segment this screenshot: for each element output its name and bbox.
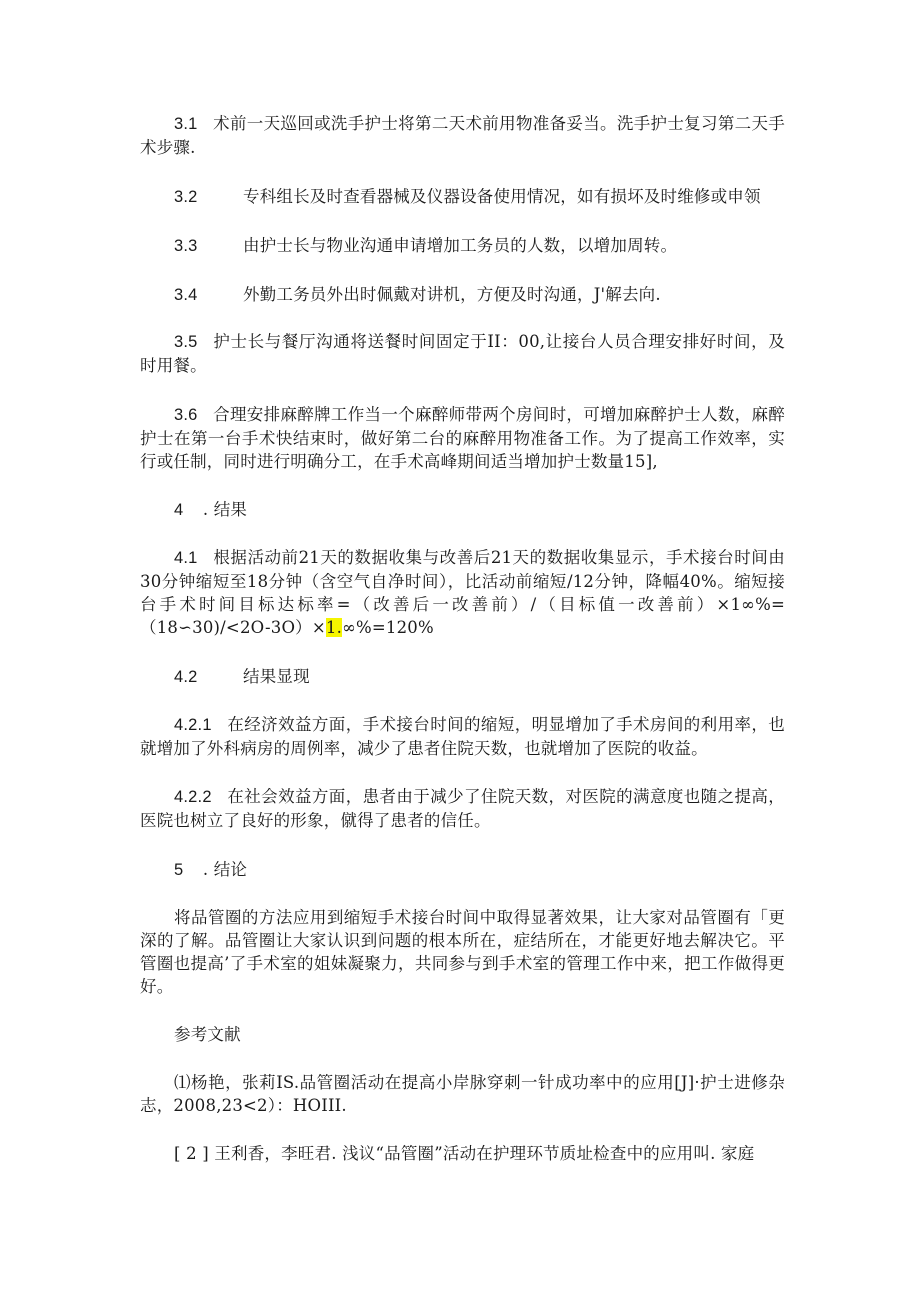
section-number: 5: [174, 861, 184, 879]
section-number: 4.1: [174, 549, 198, 567]
paragraph-3-4: [140, 283, 785, 307]
highlighted-text: 1.: [325, 618, 343, 637]
heading-text: 参考文献: [174, 1025, 241, 1044]
references-heading: [140, 1023, 785, 1046]
paragraph-text: 根据活动前21天的数据收集与改善后21天的数据收集显示，手术接台时间由30分钟缩短至18分钟（含空气自净时间），比活动前缩短/12分钟，降幅40%。缩短接台手术时间目标达标率=（改善后一改善前）/（目标值一改善前）×1∞%=（18∽30)/<2O-3O）×: [140, 548, 785, 637]
section-number: 3.2: [174, 188, 198, 206]
paragraph-text: 专科组长及时查看器械及仪器设备使用情况，如有损坏及时维修或申领: [243, 187, 761, 206]
reference-1: [140, 1071, 785, 1117]
section-number: 4.2.1: [174, 716, 212, 734]
paragraph-text: 护士长与餐厅沟通将送餐时间固定于II：00,让接台人员合理安排好时间，及时用餐。: [140, 332, 785, 375]
paragraph-text: 将品管圈的方法应用到缩短手术接台时间中取得显著效果，让大家对品管圈有「更深的了解。品管圈让大家认识到问题的根本所在，症结所在，才能更好地去解决它。平管圈也提高’了手术室的姐妹凝聚力，共同参与到手术室的管理工作中来，把工作做得更好。: [140, 908, 785, 996]
section-number: 3.1: [174, 115, 198, 133]
section-number: 4.2.2: [174, 788, 212, 806]
paragraph-3-3: [140, 234, 785, 258]
section-number: 3.5: [174, 333, 198, 351]
section-number: 3.4: [174, 286, 198, 304]
paragraph-text: 在经济效益方面，手术接台时间的缩短，明显增加了手术房间的利用率，也就增加了外科病房的周例率，减少了患者住院天数，也就增加了医院的收益。: [140, 715, 785, 758]
section-number: 4: [174, 501, 184, 519]
paragraph-text-tail: ∞%=120%: [342, 618, 434, 637]
section-number: 4.2: [174, 668, 198, 686]
heading-4: [140, 498, 785, 522]
heading-text: . 结果: [202, 500, 248, 519]
paragraph-4-1: [140, 546, 785, 639]
reference-2: [174, 1142, 804, 1165]
paragraph-3-1: [140, 112, 785, 159]
paragraph-3-6: [140, 403, 785, 473]
paragraph-3-2: [140, 185, 785, 209]
reference-text: ⑴杨艳，张莉IS.品管圈活动在提高小岸脉穿刺一针成功率中的应用[J]·护士进修杂志，2008,23<2）：HOIII.: [140, 1073, 785, 1115]
heading-5: [140, 858, 785, 882]
paragraph-text: 术前一天巡回或洗手护士将第二天术前用物准备妥当。洗手护士复习第二天手术步骤.: [140, 114, 785, 157]
paragraph-5: [140, 906, 785, 998]
reference-text: [ 2 ] 王利香，李旺君. 浅议“品管圈”活动在护理环节质址检查中的应用叫. 家庭: [174, 1144, 755, 1163]
paragraph-text: 在社会效益方面，患者由于减少了住院天数，对医院的满意度也随之提高，医院也树立了良好的形象，僦得了患者的信任。: [140, 787, 785, 830]
paragraph-4-2-2: [140, 785, 785, 832]
section-number: 3.3: [174, 237, 198, 255]
section-number: 3.6: [174, 406, 198, 424]
paragraph-3-5: [140, 330, 785, 377]
paragraph-text: 结果显现: [243, 667, 310, 686]
paragraph-4-2-1: [140, 713, 785, 760]
paragraph-4-2: [140, 665, 785, 689]
paragraph-text: 外勤工务员外出时佩戴对讲机，方便及时沟通，J'解去向.: [243, 285, 661, 304]
heading-text: . 结论: [202, 860, 248, 879]
paragraph-text: 由护士长与物业沟通申请增加工务员的人数，以增加周转。: [243, 236, 678, 255]
paragraph-text: 合理安排麻醉牌工作当一个麻醉师带两个房间时，可增加麻醉护士人数，麻醉护士在第一台手术快结束时，做好第二台的麻醉用物准备工作。为了提高工作效率，实行或任制，同时进行明确分工，在手术高峰期间适当增加护士数量15],: [140, 405, 785, 471]
